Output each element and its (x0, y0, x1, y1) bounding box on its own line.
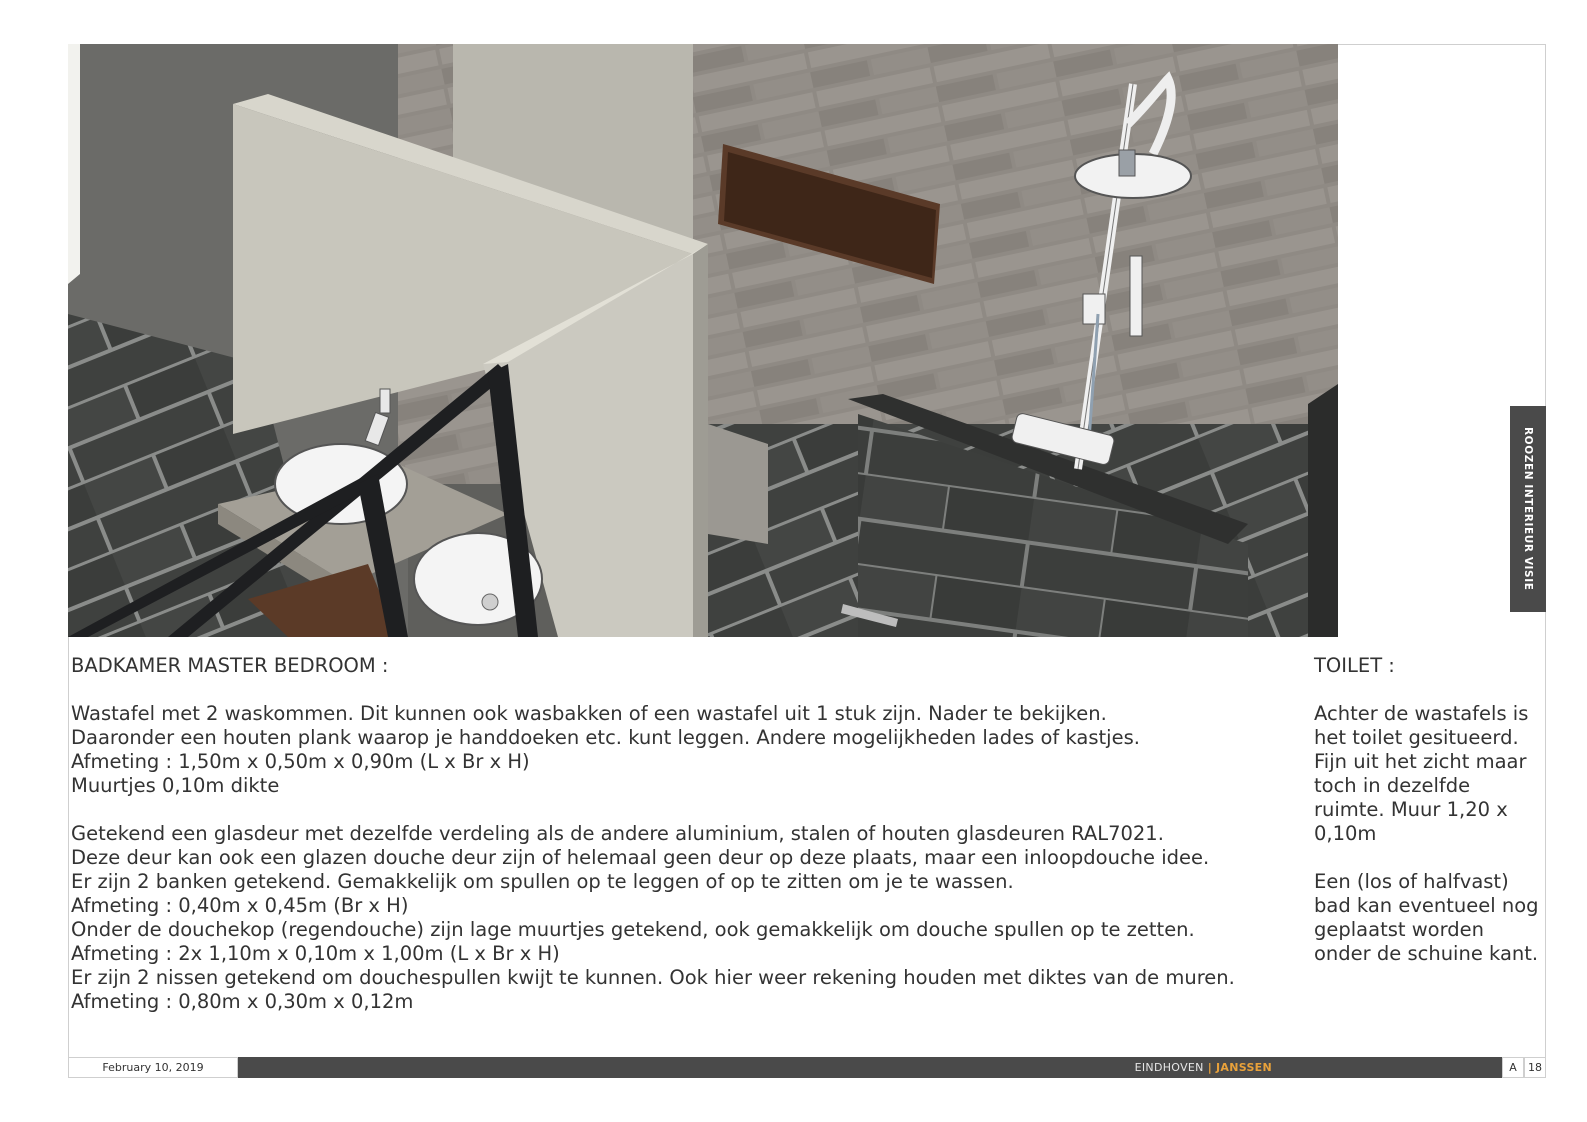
text-line: Er zijn 2 nissen getekend om douchespullen kwijt te kunnen. Ook hier weer rekening houden met diktes van de muren. (71, 966, 1235, 989)
toilet-description (1314, 654, 1542, 966)
toilet-paragraph: Achter de wastafels is het toilet gesitueerd. Fijn uit het zicht maar toch in dezelfde ruimte. Muur 1,20 x 0,10m (1314, 702, 1529, 845)
text-line: Afmeting : 0,40m x 0,45m (Br x H) (71, 894, 409, 917)
text-line: Daaronder een houten plank waarop je handdoeken etc. kunt leggen. Andere mogelijkheden lades of kastjes. (71, 726, 1140, 749)
text-line: Wastafel met 2 waskommen. Dit kunnen ook wasbakken of een wastafel uit 1 stuk zijn. Nader te bekijken. (71, 702, 1107, 725)
text-line: Deze deur kan ook een glazen douche deur zijn of helemaal geen deur op deze plaats, maar een inloopdouche idee. (71, 846, 1210, 869)
text-line: Onder de douchekop (regendouche) zijn lage muurtjes getekend, ook gemakkelijk om douche spullen op te zetten. (71, 918, 1195, 941)
text-line: Muurtjes 0,10m dikte (71, 774, 280, 797)
footer (68, 1057, 1546, 1078)
text-line: Getekend een glasdeur met dezelfde verdeling als de andere aluminium, stalen of houten glasdeuren RAL7021. (71, 822, 1164, 845)
footer-date: February 10, 2019 (68, 1057, 238, 1078)
footer-brand: JANSSEN (1216, 1061, 1272, 1074)
text-line: Er zijn 2 banken getekend. Gemakkelijk om spullen op te leggen of op te zitten om je te wassen. (71, 870, 1014, 893)
bathroom-render (68, 44, 1338, 637)
footer-page-number: 18 (1524, 1057, 1546, 1078)
text-line: Afmeting : 2x 1,10m x 0,10m x 1,00m (L x Br x H) (71, 942, 560, 965)
render-illustration (68, 44, 1338, 637)
main-description (71, 654, 1306, 1014)
section-title: BADKAMER MASTER BEDROOM : (71, 654, 389, 677)
text-line: Afmeting : 0,80m x 0,30m x 0,12m (71, 990, 414, 1013)
toilet-paragraph: Een (los of halfvast) bad kan eventueel nog geplaatst worden onder de schuine kant. (1314, 870, 1539, 965)
text-line: Afmeting : 1,50m x 0,50m x 0,90m (L x Br x H) (71, 750, 530, 773)
side-tab (1510, 406, 1546, 612)
footer-city: EINDHOVEN (1134, 1061, 1204, 1074)
footer-sheet: A (1502, 1057, 1524, 1078)
toilet-title: TOILET : (1314, 654, 1395, 677)
side-tab-label: ROOZEN INTERIEUR VISIE (1522, 427, 1534, 591)
footer-separator: | (1207, 1061, 1213, 1074)
footer-bar (238, 1057, 1502, 1078)
